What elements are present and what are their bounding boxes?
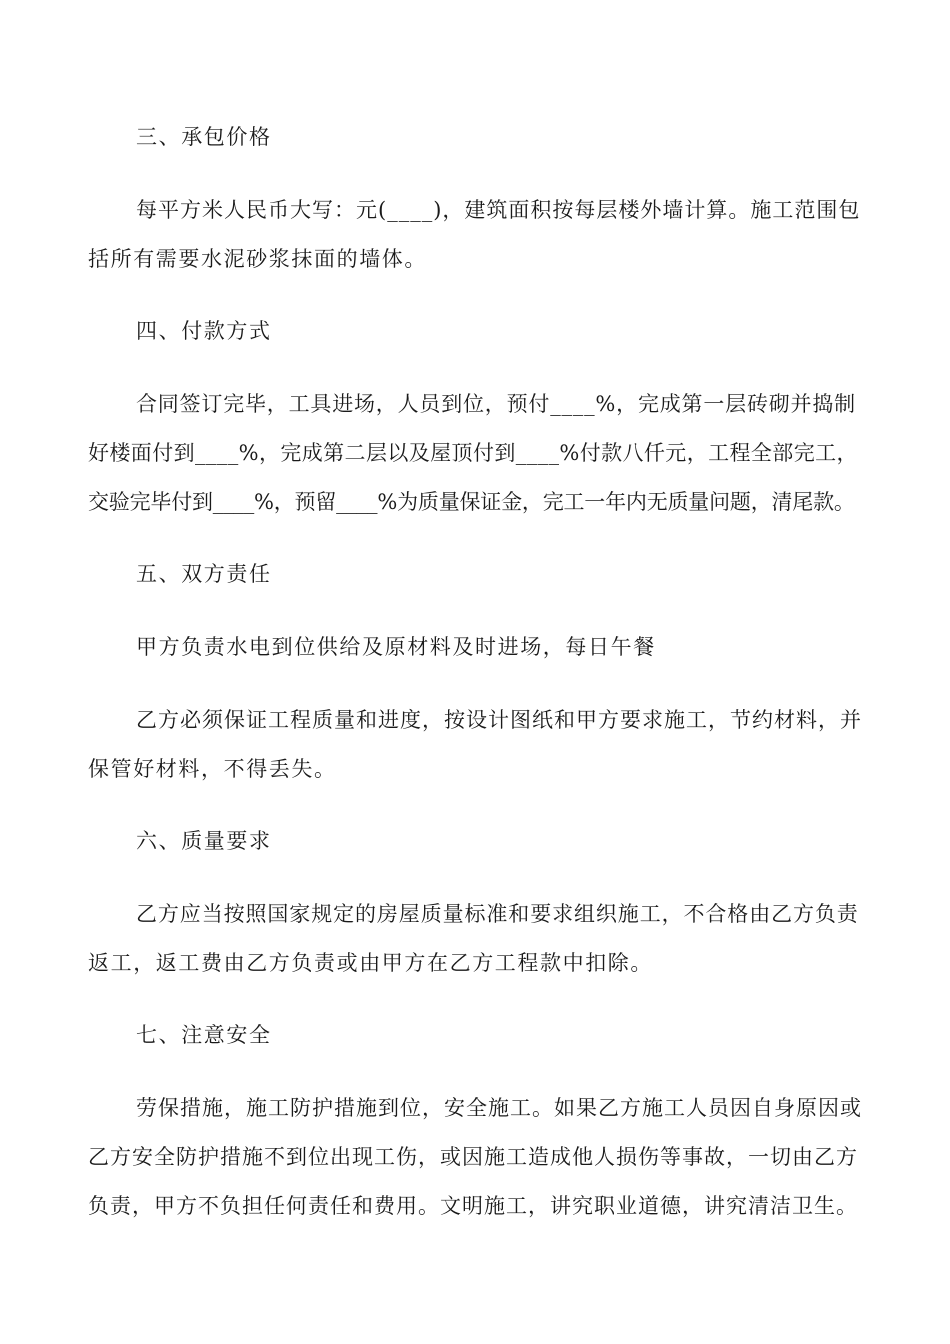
safety-paragraph-line-1: 劳保措施，施工防护措施到位，安全施工。如果乙方施工人员因自身原因或 bbox=[136, 1096, 862, 1120]
responsibility-party-b-line-1: 乙方必须保证工程质量和进度，按设计图纸和甲方要求施工，节约材料，并 bbox=[136, 708, 862, 732]
payment-paragraph-line-3: 交验完毕付到____%，预留____%为质量保证金，完工一年内无质量问题，清尾款。 bbox=[88, 490, 855, 514]
responsibility-party-b-line-2: 保管好材料，不得丢失。 bbox=[88, 757, 337, 781]
payment-paragraph-line-2: 好楼面付到____%，完成第二层以及屋顶付到____%付款八仟元，工程全部完工， bbox=[88, 441, 858, 465]
section-heading-payment: 四、付款方式 bbox=[136, 319, 272, 343]
safety-paragraph-line-3: 负责，甲方不负担任何责任和费用。文明施工，讲究职业道德，讲究清洁卫生。 bbox=[88, 1194, 858, 1218]
quality-paragraph-line-1: 乙方应当按照国家规定的房屋质量标准和要求组织施工，不合格由乙方负责 bbox=[136, 902, 859, 926]
payment-paragraph-line-1: 合同签订完毕，工具进场，人员到位，预付____%，完成第一层砖砌并捣制 bbox=[136, 392, 856, 416]
section-heading-price: 三、承包价格 bbox=[136, 125, 272, 149]
section-heading-quality: 六、质量要求 bbox=[136, 829, 272, 853]
section-heading-responsibility: 五、双方责任 bbox=[136, 562, 272, 586]
price-paragraph-line-1: 每平方米人民币大写：元(____)，建筑面积按每层楼外墙计算。施工范围包 bbox=[136, 198, 861, 222]
price-paragraph-line-2: 括所有需要水泥砂浆抹面的墙体。 bbox=[88, 247, 427, 271]
section-heading-safety: 七、注意安全 bbox=[136, 1023, 272, 1047]
quality-paragraph-line-2: 返工，返工费由乙方负责或由甲方在乙方工程款中扣除。 bbox=[88, 951, 653, 975]
responsibility-party-a: 甲方负责水电到位供给及原材料及时进场，每日午餐 bbox=[136, 635, 656, 659]
safety-paragraph-line-2: 乙方安全防护措施不到位出现工伤，或因施工造成他人损伤等事故，一切由乙方 bbox=[88, 1145, 858, 1169]
